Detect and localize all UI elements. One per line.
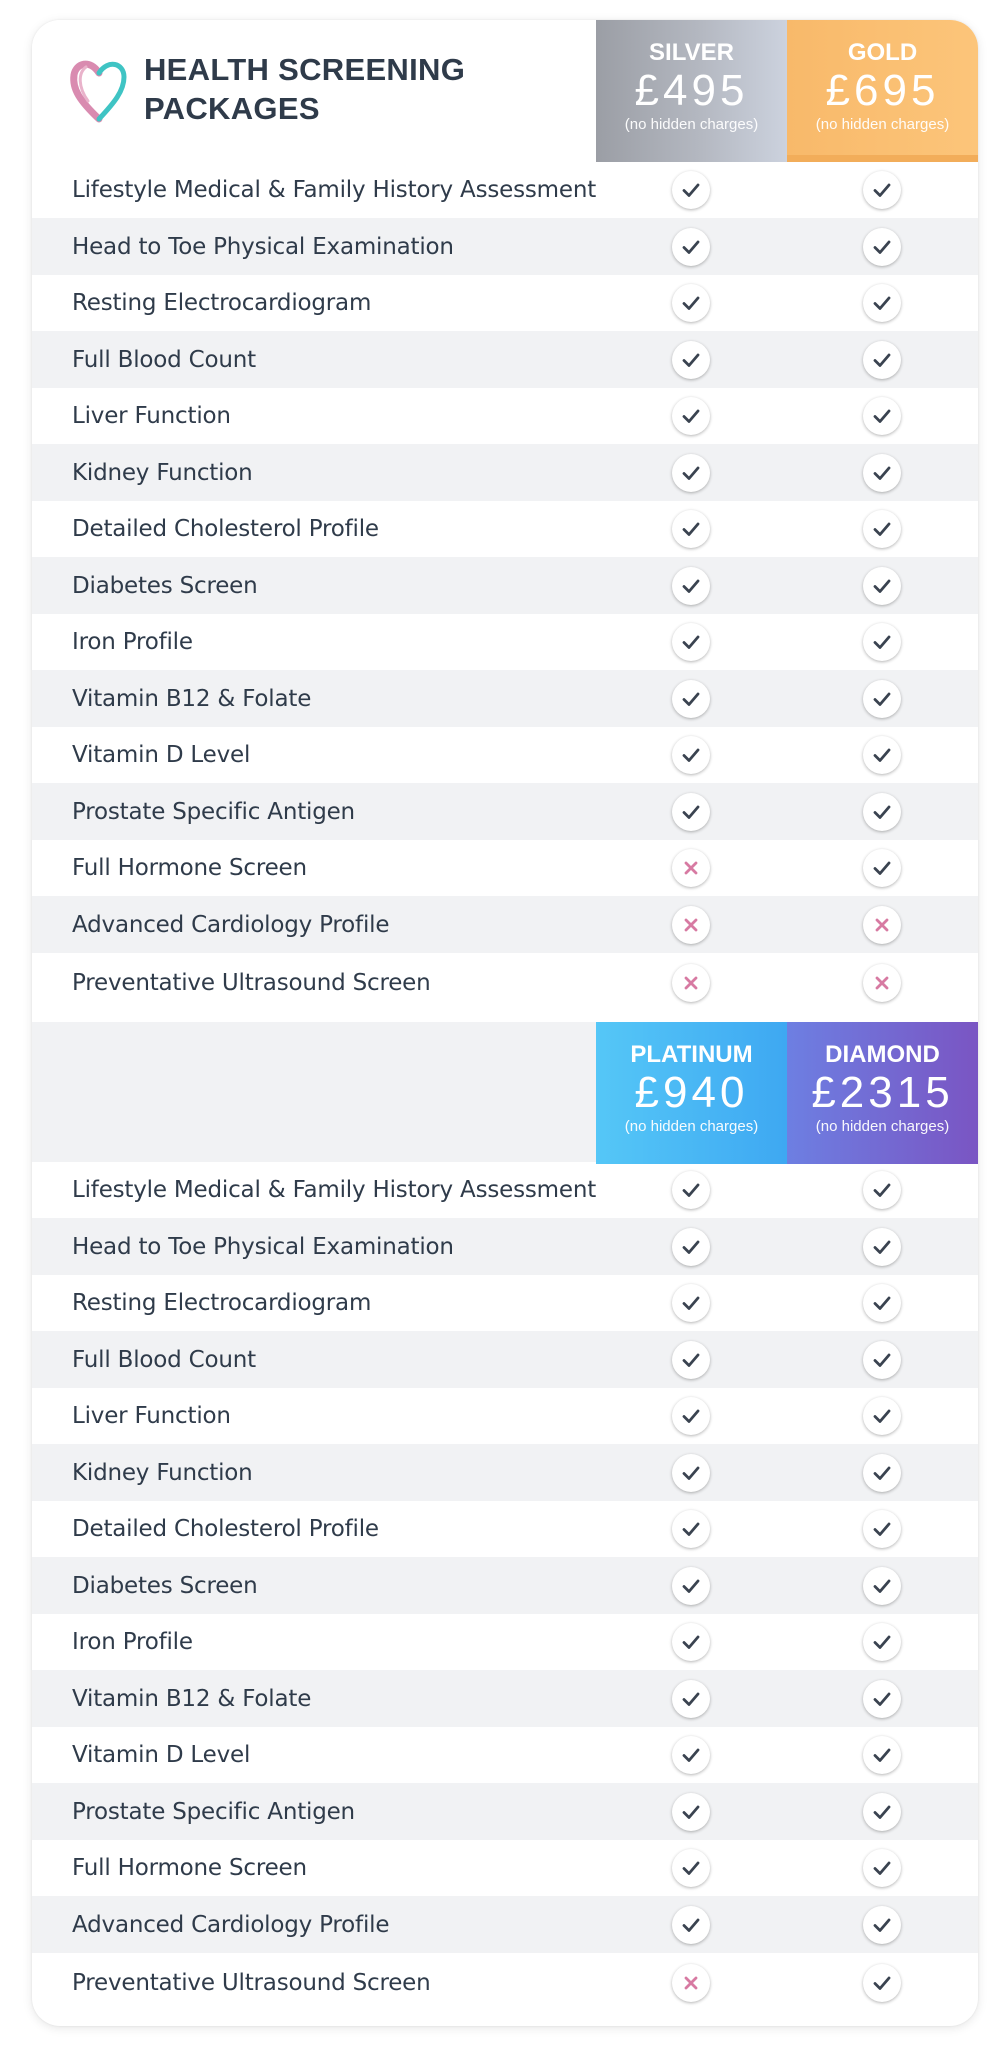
feature-list-platinum-diamond [32,1162,978,2013]
check-icon [672,1736,710,1774]
check-icon [863,284,901,322]
check-icon [672,567,710,605]
feature-label: Diabetes Screen [72,1572,258,1599]
table-row [32,557,978,614]
check-icon [672,510,710,548]
table-row [32,1840,978,1896]
check-icon [863,1510,901,1548]
check-icon [863,567,901,605]
plan-header-silver [596,20,787,162]
check-icon [672,1793,710,1831]
table-row [32,1783,978,1840]
table-row [32,727,978,783]
check-icon [672,680,710,718]
table-row [32,218,978,275]
brand [68,50,504,128]
check-icon [672,793,710,831]
check-icon [672,1906,710,1944]
table-row [32,162,978,218]
feature-label: Vitamin D Level [72,1742,251,1768]
check-icon [672,1171,710,1209]
check-icon [672,454,710,492]
check-icon [863,454,901,492]
plan-name: SILVER [649,39,734,66]
check-icon [672,1623,710,1661]
heart-icon [68,51,130,127]
check-icon [672,1397,710,1435]
feature-label: Lifestyle Medical & Family History Assessment [72,1177,597,1203]
feature-label: Vitamin B12 & Folate [72,685,312,712]
check-icon [863,793,901,831]
table-row [32,1896,978,1953]
cross-icon [672,849,710,887]
table-row [32,501,978,557]
feature-label: Advanced Cardiology Profile [72,1911,390,1938]
plan-note: (no hidden charges) [624,116,759,133]
plan-note: (no hidden charges) [815,116,950,133]
feature-label: Prostate Specific Antigen [72,1798,355,1825]
check-icon [863,1284,901,1322]
feature-label: Prostate Specific Antigen [72,798,355,825]
check-icon [863,397,901,435]
table-row [32,331,978,388]
check-icon [672,1849,710,1887]
feature-label: Full Blood Count [72,1346,256,1373]
check-icon [863,510,901,548]
feature-label: Full Hormone Screen [72,1855,307,1881]
feature-label: Vitamin B12 & Folate [72,1685,312,1712]
table-row [32,783,978,840]
table-row [32,670,978,727]
plan-name: PLATINUM [630,1041,753,1068]
feature-label: Preventative Ultrasound Screen [72,970,431,996]
check-icon [672,623,710,661]
check-icon [672,1228,710,1266]
pricing-card [32,20,978,2026]
check-icon [672,284,710,322]
feature-label: Resting Electrocardiogram [72,1290,372,1316]
check-icon [863,1680,901,1718]
check-icon [863,1567,901,1605]
plan-note: (no hidden charges) [815,1118,950,1135]
check-icon [863,1341,901,1379]
feature-label: Liver Function [72,403,231,429]
plan-header-platinum [596,1022,787,1164]
check-icon [863,680,901,718]
feature-label: Resting Electrocardiogram [72,290,372,316]
check-icon [863,1906,901,1944]
feature-label: Iron Profile [72,629,193,655]
packages-header-premium [32,1022,978,1162]
table-row [32,1557,978,1614]
table-row [32,1275,978,1331]
feature-label: Iron Profile [72,1629,193,1655]
feature-label: Vitamin D Level [72,742,251,768]
plan-price: £2315 [811,1068,954,1117]
check-icon [863,1736,901,1774]
cross-icon [863,964,901,1002]
plan-price: £940 [634,1068,749,1117]
table-row [32,1614,978,1670]
plan-price: £495 [634,66,749,115]
table-row [32,1501,978,1557]
check-icon [863,849,901,887]
check-icon [672,1341,710,1379]
table-row [32,840,978,896]
table-row [32,275,978,331]
page-title: HEALTH SCREENING PACKAGES [144,52,466,126]
plan-price: £695 [825,66,940,115]
check-icon [863,1171,901,1209]
check-icon [863,1793,901,1831]
table-row [32,1670,978,1727]
table-row [32,1953,978,2013]
feature-list-silver-gold [32,162,978,1013]
check-icon [672,1680,710,1718]
packages-header [32,20,978,162]
table-row [32,1388,978,1444]
feature-label: Head to Toe Physical Examination [72,233,454,260]
feature-label: Liver Function [72,1403,231,1429]
check-icon [863,1228,901,1266]
check-icon [672,1454,710,1492]
table-row [32,953,978,1013]
check-icon [672,1510,710,1548]
feature-label: Full Hormone Screen [72,855,307,881]
check-icon [863,1397,901,1435]
check-icon [672,397,710,435]
check-icon [672,1567,710,1605]
feature-label: Detailed Cholesterol Profile [72,1516,379,1542]
feature-label: Lifestyle Medical & Family History Assessment [72,177,597,203]
feature-label: Detailed Cholesterol Profile [72,516,379,542]
feature-label: Diabetes Screen [72,572,258,599]
feature-label: Head to Toe Physical Examination [72,1233,454,1260]
check-icon [672,341,710,379]
check-icon [863,1964,901,2002]
table-row [32,1162,978,1218]
cross-icon [863,906,901,944]
plan-header-gold [787,20,978,162]
check-icon [672,736,710,774]
check-icon [863,171,901,209]
table-row [32,1331,978,1388]
check-icon [863,1849,901,1887]
table-row [32,444,978,501]
plan-name: DIAMOND [825,1041,940,1068]
feature-label: Advanced Cardiology Profile [72,911,390,938]
check-icon [863,736,901,774]
table-row [32,388,978,444]
check-icon [863,623,901,661]
check-icon [672,171,710,209]
plan-header-diamond [787,1022,978,1164]
check-icon [672,1284,710,1322]
check-icon [863,341,901,379]
cross-icon [672,964,710,1002]
check-icon [672,228,710,266]
table-row [32,896,978,953]
table-row [32,1218,978,1275]
feature-label: Kidney Function [72,459,253,486]
feature-label: Full Blood Count [72,346,256,373]
check-icon [863,1454,901,1492]
plan-name: GOLD [847,39,918,66]
plan-note: (no hidden charges) [624,1118,759,1135]
check-icon [863,228,901,266]
feature-label: Kidney Function [72,1459,253,1486]
check-icon [863,1623,901,1661]
feature-label: Preventative Ultrasound Screen [72,1970,431,1996]
table-row [32,614,978,670]
cross-icon [672,906,710,944]
cross-icon [672,1964,710,2002]
table-row [32,1444,978,1501]
table-row [32,1727,978,1783]
